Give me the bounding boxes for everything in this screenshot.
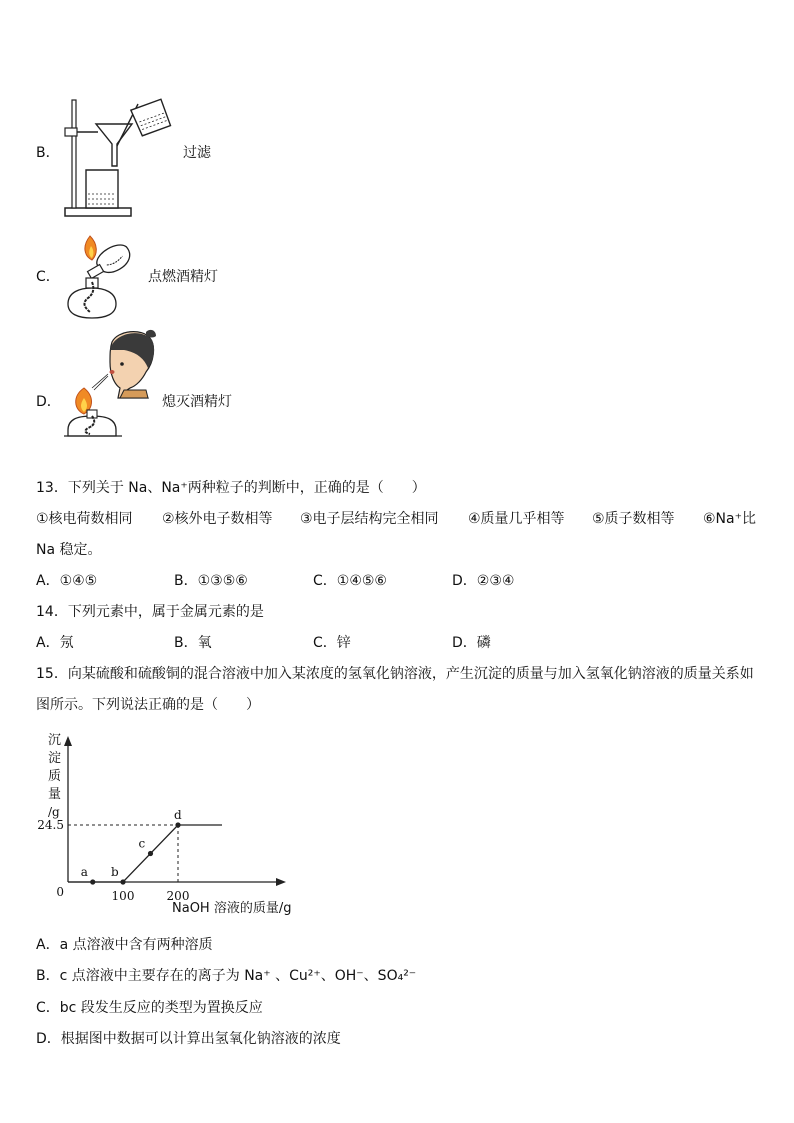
q13-option-a: A．①④⑤ — [36, 573, 98, 589]
x-axis-label: NaOH 溶液的质量/g — [172, 901, 292, 916]
q14-option-b: B．氧 — [174, 635, 212, 651]
q14-option-d: D．磷 — [452, 635, 491, 651]
data-point-d — [175, 822, 180, 827]
option-b-letter: B． — [36, 145, 60, 161]
point-label-c: c — [138, 836, 146, 851]
x-tick-label: 100 — [111, 889, 135, 903]
data-point-a — [90, 879, 95, 884]
y-axis-label-char: /g — [48, 805, 60, 819]
data-point-c — [148, 851, 153, 856]
option-b-caption: 过滤 — [183, 145, 211, 161]
data-point-b — [120, 879, 125, 884]
q15-option-d: D．根据图中数据可以计算出氢氧化钠溶液的浓度 — [36, 1031, 341, 1047]
q13-statement: ③电子层结构完全相同 — [300, 511, 439, 527]
q13-option-b: B．①③⑤⑥ — [174, 573, 248, 589]
point-label-a: a — [80, 865, 88, 879]
point-label-d: d — [174, 808, 182, 822]
option-c-letter: C． — [36, 269, 60, 285]
option-d-caption: 熄灭酒精灯 — [162, 394, 232, 410]
y-axis-label-char: 质 — [48, 769, 62, 784]
origin-label: 0 — [56, 885, 64, 899]
precipitate-mass-chart — [30, 728, 310, 918]
q15-stem-line1: 15．向某硫酸和硫酸铜的混合溶液中加入某浓度的氢氧化钠溶液，产生沉淀的质量与加入氢氧化钠溶液的质量关系如 — [36, 666, 754, 682]
q14-stem: 14．下列元素中，属于金属元素的是 — [36, 604, 264, 620]
q13-option-d: D．②③④ — [452, 573, 515, 589]
lighting-alcohol-lamp-icon — [62, 232, 148, 324]
q15-stem-line2: 图所示。下列说法正确的是（ ） — [36, 697, 260, 713]
q13-statement: ⑥Na⁺比 — [703, 511, 756, 527]
q13-option-c: C．①④⑤⑥ — [313, 573, 387, 589]
q14-option-c: C．锌 — [313, 635, 351, 651]
point-label-b: b — [111, 865, 119, 879]
x-axis-arrow — [276, 878, 286, 886]
q13-statement: ④质量几乎相等 — [468, 511, 565, 527]
q13-statement-cont: Na 稳定。 — [36, 542, 102, 558]
q15-option-b: B．c 点溶液中主要存在的离子为 Na⁺ 、Cu²⁺、OH⁻、SO₄²⁻ — [36, 968, 417, 984]
q13-stem: 13．下列关于 Na、Na⁺两种粒子的判断中，正确的是（ ） — [36, 480, 426, 496]
y-axis-label-char: 淀 — [48, 751, 62, 766]
q13-statement: ①核电荷数相同 — [36, 511, 133, 527]
q15-option-c: C．bc 段发生反应的类型为置换反应 — [36, 1000, 263, 1016]
y-axis-label-char: 量 — [48, 787, 62, 802]
y-tick-label: 24.5 — [37, 818, 64, 832]
series-line — [68, 825, 222, 882]
y-axis-label-char: 沉 — [48, 733, 62, 748]
q13-statement: ⑤质子数相等 — [592, 511, 675, 527]
filtration-apparatus-icon — [62, 96, 172, 220]
q14-option-a: A．氖 — [36, 635, 74, 651]
option-c-caption: 点燃酒精灯 — [148, 269, 218, 285]
q13-statement: ②核外电子数相等 — [162, 511, 273, 527]
q15-option-a: A．a 点溶液中含有两种溶质 — [36, 937, 213, 953]
option-d-letter: D． — [36, 394, 61, 410]
x-tick-label: 200 — [166, 889, 190, 903]
blowing-out-alcohol-lamp-icon — [62, 328, 158, 438]
y-axis-arrow — [64, 736, 72, 746]
